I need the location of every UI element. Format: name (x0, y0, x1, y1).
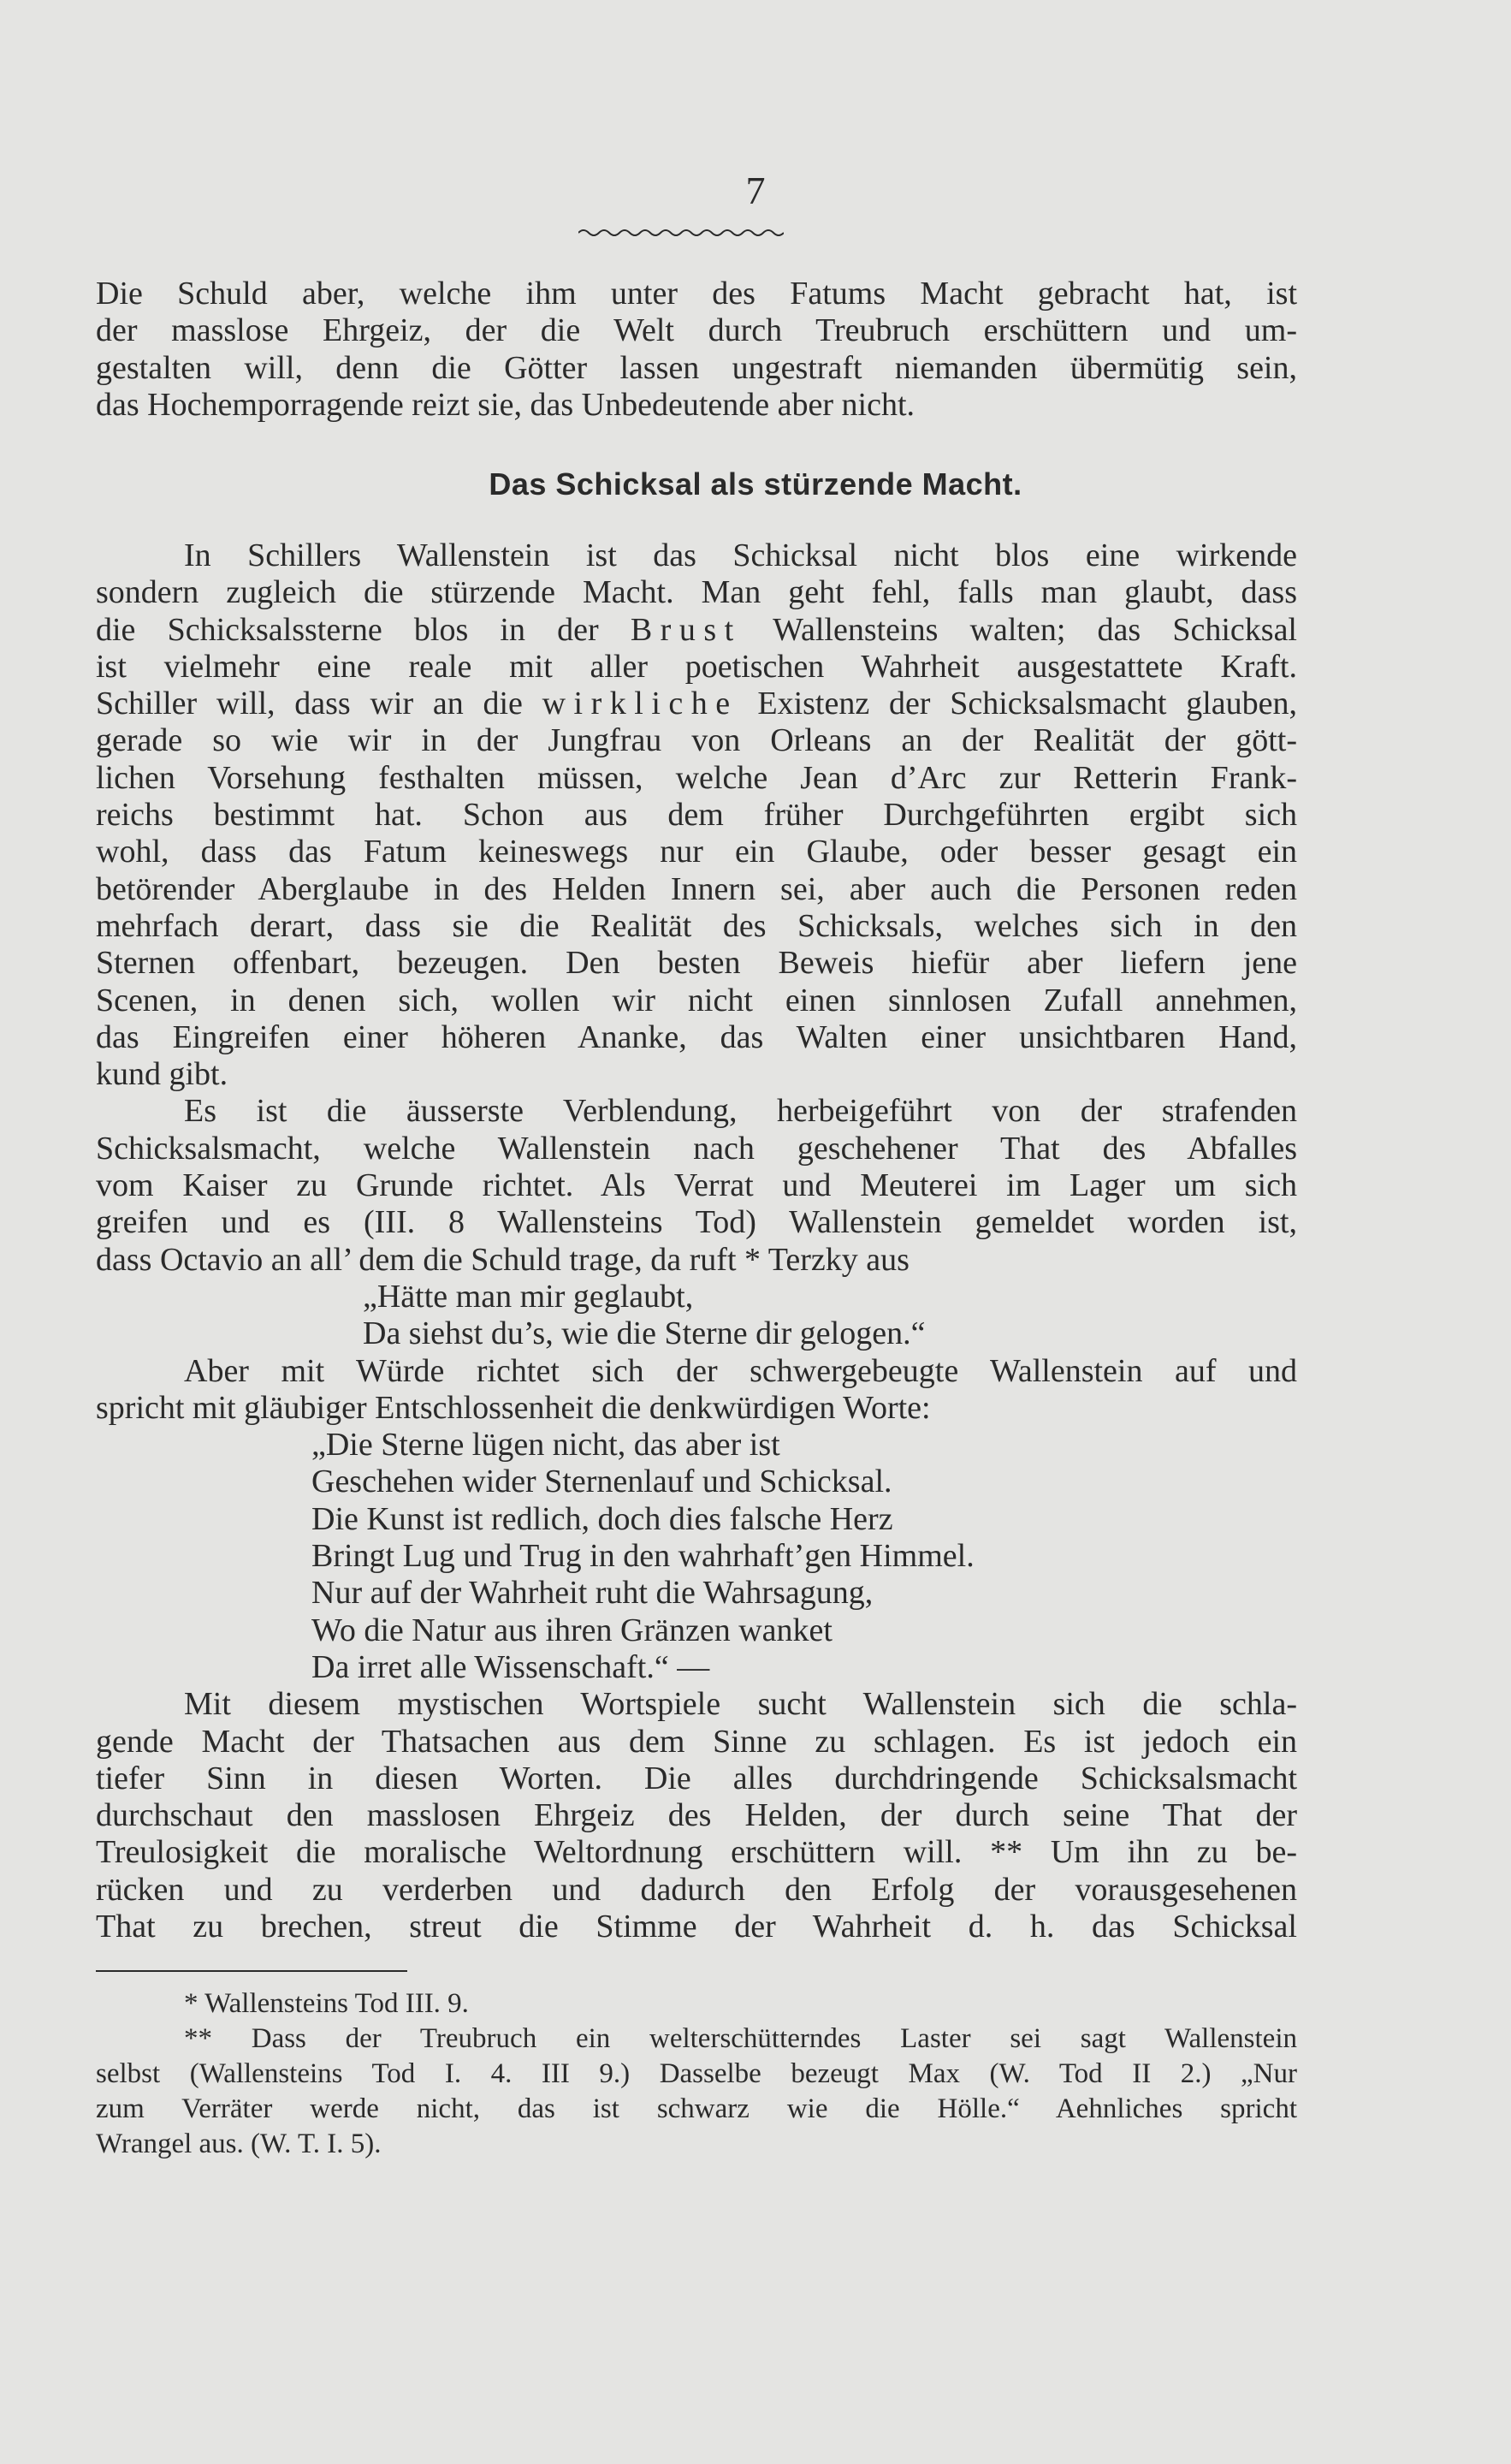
text-line: das Eingreifen einer höheren Ananke, das Walten einer unsichtbaren Hand, (96, 1018, 1297, 1055)
verse-line: Bringt Lug und Trug in den wahrhaft’gen Himmel. (311, 1538, 975, 1575)
ornament-divider (578, 224, 784, 241)
text-line: betörender Aberglaube in des Helden Innern sei, aber auch die Personen reden (96, 870, 1297, 907)
text-line: mehrfach derart, dass sie die Realität des Schicksals, welches sich in den (96, 907, 1297, 944)
text-line: That zu brechen, streut die Stimme der Wahrheit d. h. das Schicksal (96, 1908, 1297, 1944)
text-line: ist vielmehr eine reale mit aller poetischen Wahrheit ausgestattete Kraft. (96, 648, 1297, 685)
text-line: gestalten will, denn die Götter lassen ungestraft niemanden übermütig sein, (96, 349, 1297, 386)
verse-line: „Hätte man mir geglaubt, (363, 1278, 694, 1315)
text-line: Scenen, in denen sich, wollen wir nicht einen sinnlosen Zufall annehmen, (96, 982, 1297, 1018)
text-line: Die Schuld aber, welche ihm unter des Fatums Macht gebracht hat, ist (96, 276, 1297, 312)
text-line: Schicksalsmacht, welche Wallenstein nach geschehener That des Abfalles (96, 1130, 1297, 1167)
footnote-line: Wrangel aus. (W. T. I. 5). (96, 2129, 382, 2159)
verse-line: Geschehen wider Sternenlauf und Schicksal. (311, 1464, 892, 1500)
text-line: Es ist die äusserste Verblendung, herbeigeführt von der strafenden (184, 1093, 1297, 1130)
text-line: sondern zugleich die stürzende Macht. Man geht fehl, falls man glaubt, dass (96, 574, 1297, 611)
text-line: Treulosigkeit die moralische Weltordnung erschüttern will. ** Um ihn zu be- (96, 1834, 1297, 1871)
section-heading: Das Schicksal als stürzende Macht. (489, 466, 1022, 502)
text-line: Mit diesem mystischen Wortspiele sucht Wallenstein sich die schla- (184, 1686, 1297, 1723)
text-line: rücken und zu verderben und dadurch den Erfolg der vorausgesehenen (96, 1871, 1297, 1908)
footnote-line: * Wallensteins Tod III. 9. (184, 1988, 469, 2019)
footnote-line: ** Dass der Treubruch ein welterschütterndes Laster sei sagt Wallenstein (184, 2023, 1297, 2054)
footnote-rule (96, 1970, 407, 1972)
footnote-line: zum Verräter werde nicht, das ist schwarz wie die Hölle.“ Aehnliches spricht (96, 2093, 1297, 2124)
verse-line: Da siehst du’s, wie die Sterne dir gelogen.“ (363, 1315, 926, 1352)
verse-line: Die Kunst ist redlich, doch dies falsche Herz (311, 1500, 893, 1537)
text-line: vom Kaiser zu Grunde richtet. Als Verrat und Meuterei im Lager um sich (96, 1167, 1297, 1204)
page-number: 7 (745, 169, 766, 212)
text-line: tiefer Sinn in diesen Worten. Die alles durchdringende Schicksalsmacht (96, 1760, 1297, 1796)
text-line: reichs bestimmt hat. Schon aus dem früher Durchgeführten ergibt sich (96, 797, 1297, 834)
footnote-line: selbst (Wallensteins Tod I. 4. III 9.) Dasselbe bezeugt Max (W. Tod II 2.) „Nur (96, 2058, 1297, 2089)
paragraph-1 (96, 276, 1297, 424)
text-line: Schiller will, dass wir an die wirkliche Existenz der Schicksalsmacht glauben, (96, 686, 1297, 722)
text-line: die Schicksalssterne blos in der Brust Wallensteins walten; das Schicksal (96, 611, 1297, 648)
text-line: dass Octavio an all’ dem die Schuld trage, da ruft * Terzky aus (96, 1241, 910, 1278)
text-line: gende Macht der Thatsachen aus dem Sinne zu schlagen. Es ist jedoch ein (96, 1723, 1297, 1760)
text-line: kund gibt. (96, 1056, 228, 1093)
verse-line: „Die Sterne lügen nicht, das aber ist (311, 1427, 780, 1464)
verse-line: Nur auf der Wahrheit ruht die Wahrsagung, (311, 1575, 874, 1612)
spaced-emphasis: wirkliche (542, 686, 738, 722)
footnotes (96, 1986, 1297, 2162)
text-line: Aber mit Würde richtet sich der schwergebeugte Wallenstein auf und (184, 1352, 1297, 1389)
text-line: der masslose Ehrgeiz, der die Welt durch Treubruch erschüttern und um- (96, 312, 1297, 349)
paragraph-2 (96, 537, 1297, 1945)
text-line: lichen Vorsehung festhalten müssen, welche Jean d’Arc zur Retterin Frank- (96, 759, 1297, 796)
verse-line: Da irret alle Wissenschaft.“ — (311, 1648, 710, 1685)
text-line: In Schillers Wallenstein ist das Schicksal nicht blos eine wirkende (184, 537, 1297, 573)
text-line: das Hochemporragende reizt sie, das Unbedeutende aber nicht. (96, 386, 915, 423)
text-line: Sternen offenbart, bezeugen. Den besten Beweis hiefür aber liefern jene (96, 945, 1297, 982)
text-line: gerade so wie wir in der Jungfrau von Orleans an der Realität der gött- (96, 722, 1297, 759)
text-line: greifen und es (III. 8 Wallensteins Tod) Wallenstein gemeldet worden ist, (96, 1204, 1297, 1241)
spaced-emphasis: Brust (630, 611, 742, 648)
text-line: spricht mit gläubiger Entschlossenheit die denkwürdigen Worte: (96, 1389, 931, 1426)
text-line: wohl, dass das Fatum keineswegs nur ein Glaube, oder besser gesagt ein (96, 834, 1297, 870)
verse-line: Wo die Natur aus ihren Gränzen wanket (311, 1612, 833, 1648)
text-line: durchschaut den masslosen Ehrgeiz des Helden, der durch seine That der (96, 1797, 1297, 1834)
